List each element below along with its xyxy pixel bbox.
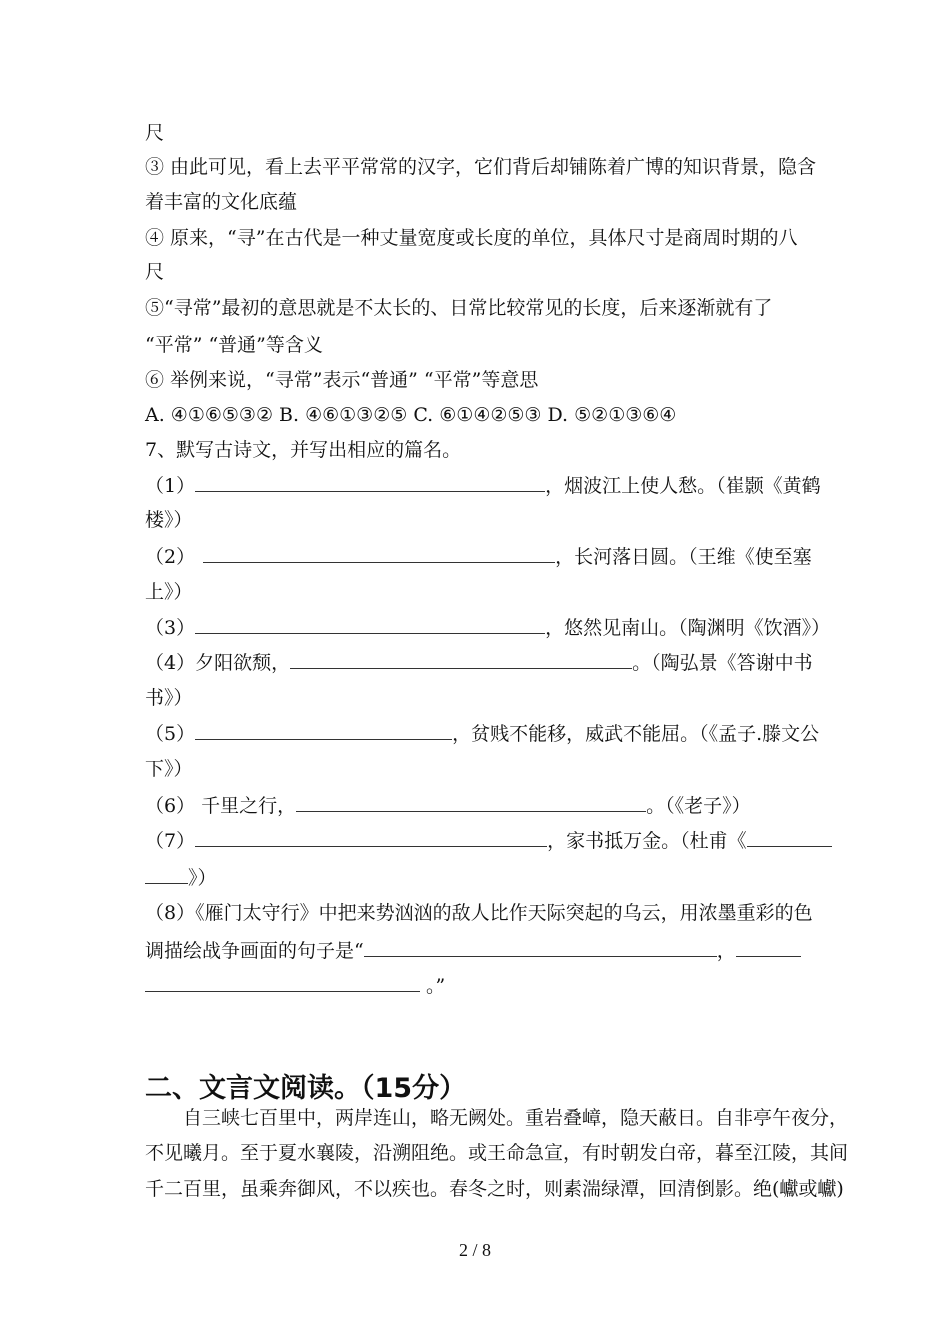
item-text: 调描绘战争画面的句子是“ [145, 940, 364, 962]
sentence-3: ③ 由此可见，看上去平平常常的汉字，它们背后却铺陈着广博的知识背景，隐含 [145, 156, 817, 178]
text-line: “平常” “普通”等含义 [145, 334, 323, 356]
passage-line: 不见曦月。至于夏水襄陵，沿溯阻绝。或王命急宣，有时朝发白帝，暮至江陵，其间 [145, 1142, 849, 1164]
answer-blank[interactable] [736, 938, 801, 957]
answer-blank[interactable] [203, 544, 555, 563]
item-8: （8）《雁门太守行》中把来势汹汹的敌人比作天际突起的乌云，用浓墨重彩的色 [145, 902, 813, 924]
title-blank[interactable] [747, 828, 832, 847]
answer-blank[interactable] [195, 473, 545, 492]
item-6 [145, 793, 751, 818]
text-line: 着丰富的文化底蕴 [145, 191, 298, 213]
item-text: 夕阳欲颓， [195, 652, 291, 674]
item-text: 。（《老子》） [646, 795, 751, 817]
item-text: ，烟波江上使人愁。（崔颢《黄鹤 [545, 475, 821, 497]
item-3 [145, 615, 830, 640]
sentence-5: ⑤“寻常”最初的意思就是不太长的、日常比较常见的长度，后来逐渐就有了 [145, 297, 773, 319]
question-7-title: 7、默写古诗文，并写出相应的篇名。 [145, 439, 462, 461]
item-number: （7） [145, 830, 196, 852]
item-text: 。（陶弘景《答谢中书 [632, 652, 813, 674]
item-7 [145, 828, 832, 853]
item-4 [145, 650, 813, 675]
sentence-6: ⑥ 举例来说，“寻常”表示“普通” “平常”等意思 [145, 369, 539, 391]
item-text: ，贫贱不能移，威武不能屈。（《孟子.滕文公 [452, 723, 820, 745]
item-5 [145, 721, 819, 746]
answer-blank[interactable] [195, 721, 452, 740]
text-line: 尺 [145, 261, 165, 283]
item-text: ， [716, 940, 736, 962]
passage-line: 自三峡七百里中，两岸连山，略无阙处。重岩叠嶂，隐天蔽日。自非亭午夜分， [145, 1107, 849, 1129]
answer-blank[interactable] [145, 973, 420, 992]
item-8-line3 [145, 973, 445, 998]
item-1 [145, 473, 821, 498]
answer-blank[interactable] [195, 615, 545, 634]
item-text: ，家书抵万金。（杜甫《 [547, 830, 747, 852]
answer-options: A. ④①⑥⑤③② B. ④⑥①③②⑤ C. ⑥①④②⑤③ D. ⑤②①③⑥④ [145, 404, 677, 426]
passage-line: 千二百里，虽乘奔御风，不以疾也。春冬之时，则素湍绿潭，回清倒影。绝(巘或巘) [145, 1178, 844, 1200]
item-number: （5） [145, 723, 196, 745]
section-heading: 二、文言文阅读。（15分） [145, 1073, 467, 1104]
item-8-line2 [145, 938, 801, 963]
item-number: （4） [145, 652, 196, 674]
answer-blank[interactable] [195, 828, 547, 847]
item-7-cont [145, 865, 217, 890]
item-number: （2） [145, 546, 196, 568]
answer-blank[interactable] [296, 793, 646, 812]
item-2 [145, 544, 812, 569]
page-number: 2 / 8 [458, 1240, 491, 1260]
title-blank[interactable] [145, 865, 188, 884]
item-text: ，长河落日圆。（王维《使至塞 [555, 546, 812, 568]
text-line: 上》） [145, 581, 193, 603]
text-line: 楼》） [145, 509, 193, 531]
text-line: 书》） [145, 687, 193, 709]
text-line: 尺 [145, 122, 165, 144]
answer-blank[interactable] [364, 938, 717, 957]
item-text: 千里之行， [201, 795, 297, 817]
sentence-4: ④ 原来，“寻”在古代是一种丈量宽度或长度的单位，具体尺寸是商周时期的八 [145, 227, 798, 249]
answer-blank[interactable] [290, 650, 632, 669]
item-number: （1） [145, 475, 196, 497]
text-line: 下》） [145, 758, 193, 780]
item-number: （6） [145, 795, 196, 817]
item-text: 》） [188, 867, 217, 889]
item-number: （3） [145, 617, 196, 639]
item-text: 。” [420, 975, 446, 997]
item-text: ，悠然见南山。（陶渊明《饮酒》） [545, 617, 831, 639]
